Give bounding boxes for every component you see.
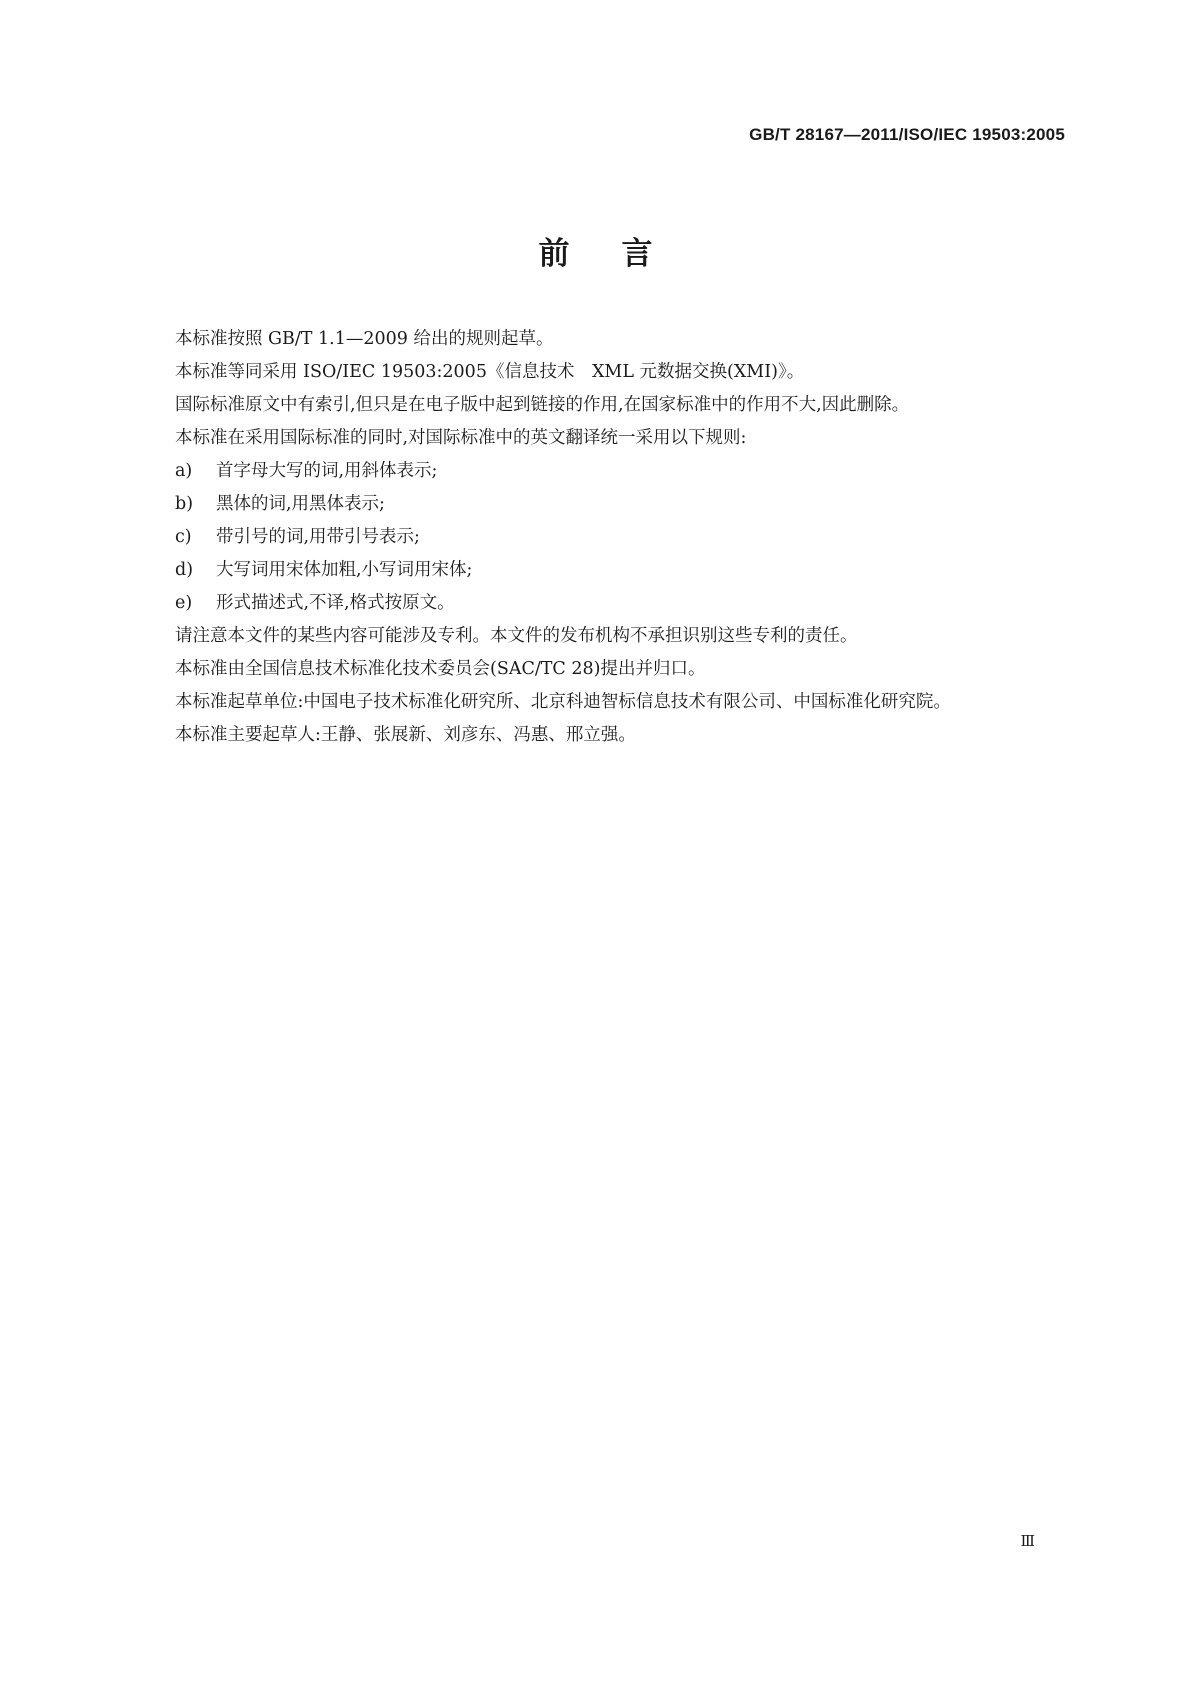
list-item bbox=[134, 488, 1058, 521]
standard-code-header: GB/T 28167—2011/ISO/IEC 19503:2005 bbox=[749, 125, 1065, 144]
foreword-body bbox=[134, 323, 1058, 752]
paragraph-proposer: 本标准由全国信息技术标准化技术委员会(SAC/TC 28)提出并归口。 bbox=[175, 659, 706, 679]
paragraph-translation-rules: 本标准在采用国际标准的同时,对国际标准中的英文翻译统一采用以下规则: bbox=[175, 428, 747, 448]
list-marker: b) bbox=[175, 494, 194, 514]
page-title: 前言 bbox=[538, 236, 705, 272]
paragraph-adoption: 本标准等同采用 ISO/IEC 19503:2005《信息技术 XML 元数据交换(XMI)》。 bbox=[175, 362, 805, 382]
list-item bbox=[134, 521, 1058, 554]
list-marker: d) bbox=[175, 560, 194, 580]
list-item bbox=[134, 455, 1058, 488]
paragraph-drafting-rules: 本标准按照 GB/T 1.1—2009 给出的规则起草。 bbox=[175, 329, 554, 349]
list-item-text: 大写词用宋体加粗,小写词用宋体; bbox=[216, 560, 473, 580]
list-marker: e) bbox=[175, 593, 193, 613]
list-item-text: 首字母大写的词,用斜体表示; bbox=[216, 461, 438, 481]
page-number: Ⅲ bbox=[1020, 1532, 1034, 1550]
paragraph-index-removed: 国际标准原文中有索引,但只是在电子版中起到链接的作用,在国家标准中的作用不大,因此删除。 bbox=[175, 395, 910, 415]
paragraph-drafters: 本标准主要起草人:王静、张展新、刘彦东、冯惠、邢立强。 bbox=[175, 725, 636, 745]
list-item-text: 形式描述式,不译,格式按原文。 bbox=[216, 593, 455, 613]
list-item-text: 带引号的词,用带引号表示; bbox=[216, 527, 420, 547]
list-item bbox=[134, 587, 1058, 620]
list-item bbox=[134, 554, 1058, 587]
paragraph-patent-notice: 请注意本文件的某些内容可能涉及专利。本文件的发布机构不承担识别这些专利的责任。 bbox=[175, 626, 858, 646]
list-item-text: 黑体的词,用黑体表示; bbox=[216, 494, 385, 514]
paragraph-drafting-units: 本标准起草单位:中国电子技术标准化研究所、北京科迪智标信息技术有限公司、中国标准化研究院。 bbox=[175, 692, 951, 712]
list-marker: c) bbox=[175, 527, 192, 547]
list-marker: a) bbox=[175, 461, 193, 481]
